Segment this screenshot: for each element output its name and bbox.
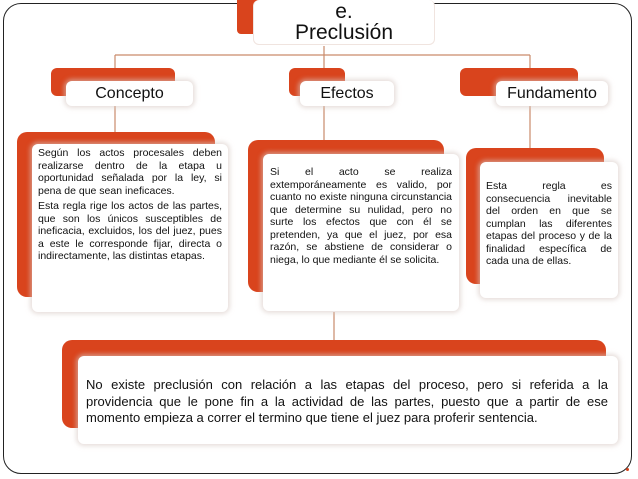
efectos-label: Efectos [320,84,374,102]
concepto-text-box [32,144,228,312]
fundamento-text-box [480,162,618,298]
concepto-label: Concepto [95,84,164,102]
title-box [253,0,435,45]
bottom-text-box [78,356,618,444]
fundamento-label: Fundamento [507,84,597,102]
fundamento-header [496,81,608,106]
efectos-header [300,81,394,106]
title-line1: e. [335,0,353,23]
corner-dot [626,468,629,471]
bottom-text: No existe preclusión con relación a las etapas del proceso, pero si referida a la providencia que le pone fin a la actividad de las partes, puesto que a partir de ese momento empieza a correr el termino que tiene el juez para proferir sentencia. [86,377,608,425]
concepto-header [66,81,193,106]
concepto-paragraph-2: Esta regla rige los actos de las partes, que son los únicos susceptibles de ineficacia, excluidos, los del juez, pues a este le corresponde fijar, directa o indirectamente, las distintas etapas. [38,200,222,262]
fundamento-paragraph-1: Esta regla es consecuencia inevitable del orden en que se cumplan las diferentes etapas del proceso y de la finalidad específica de cada una de ellas. [486,180,612,267]
efectos-text-box [263,154,459,311]
efectos-paragraph-1: Si el acto se realiza extemporáneamente es valido, por cuanto no existe ninguna circunstancia que determine su nulidad, pero no surte los efectos que con él se pretenden, ya que el juez, por esa razón, se abstiene de considerar o niega, lo que mediante él se solicita. [270,166,452,266]
concepto-paragraph-1: Según los actos procesales deben realizarse dentro de la etapa u oportunidad señalada por la ley, si pena de que sean ineficaces. [38,147,222,197]
title-line2: Preclusión [294,21,394,44]
